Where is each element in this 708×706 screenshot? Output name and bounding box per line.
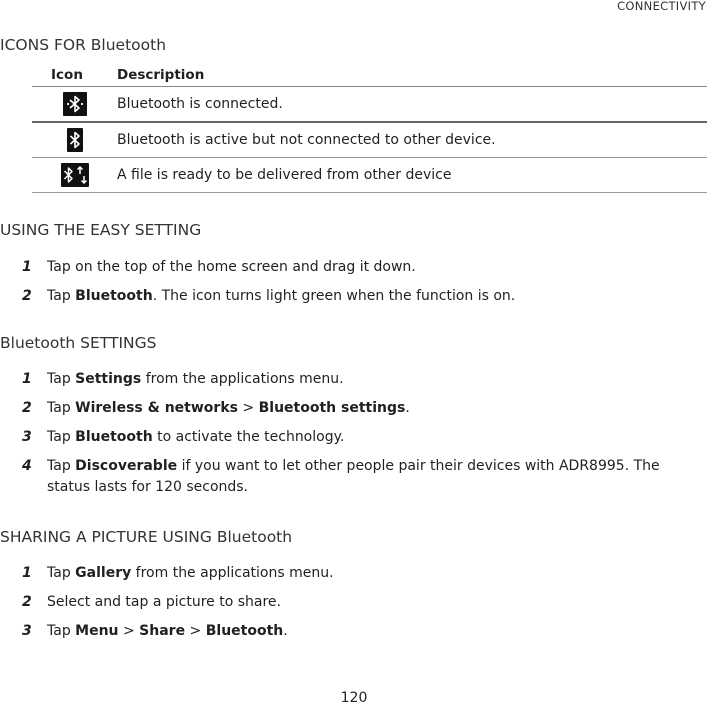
bluetooth-settings-steps [22,369,682,498]
icons-section-title: ICONS FOR Bluetooth [0,36,167,54]
table-header-row [32,64,707,87]
icon-column-header: Icon [32,64,117,87]
icon-cell [32,158,117,193]
bluetooth-active-icon [67,128,83,152]
list-item: 2 Select and tap a picture to share. [22,594,281,610]
icon-cell [32,122,117,158]
description-column-header: Description [117,64,707,87]
list-item: 1 Tap Settings from the applications menu. [22,371,344,387]
list-item: 1 Tap on the top of the home screen and drag it down. [22,259,416,275]
list-item: 4 Tap Discoverable if you want to let other people pair their devices with ADR8995. The status lasts for 120 seconds. [22,458,660,495]
list-item: 1 Tap Gallery from the applications menu. [22,565,334,581]
description-cell: Bluetooth is active but not connected to other device. [117,122,707,158]
sharing-picture-steps [22,563,682,642]
list-item: 2 Tap Bluetooth. The icon turns light green when the function is on. [22,288,516,304]
list-item: 3 Tap Bluetooth to activate the technology. [22,429,345,445]
bluetooth-connected-icon [63,92,87,116]
bluetooth-settings-title: Bluetooth SETTINGS [0,334,157,352]
table-row [32,158,707,193]
bluetooth-file-ready-icon [61,163,89,187]
easy-setting-steps [22,257,682,307]
list-item: 2 Tap Wireless & networks > Bluetooth settings. [22,400,410,416]
icon-cell [32,87,117,123]
table-row [32,87,707,123]
sharing-picture-title: SHARING A PICTURE USING Bluetooth [0,528,293,546]
bluetooth-icons-table [32,64,707,193]
description-cell: Bluetooth is connected. [117,87,707,123]
page-number: 120 [340,690,368,706]
easy-setting-title: USING THE EASY SETTING [0,221,202,239]
table-row [32,122,707,158]
section-header-label: CONNECTIVITY [617,0,706,13]
list-item: 3 Tap Menu > Share > Bluetooth. [22,623,288,639]
description-cell: A file is ready to be delivered from other device [117,158,707,193]
